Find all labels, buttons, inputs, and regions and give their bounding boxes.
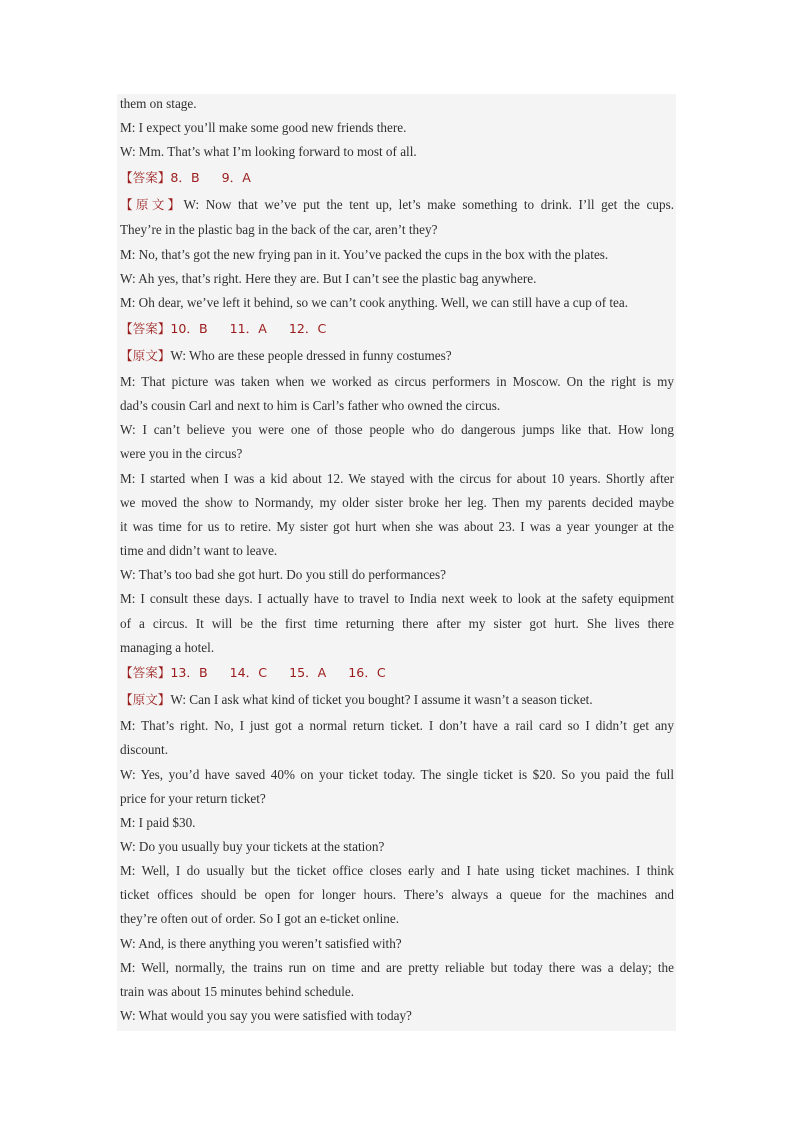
answer-line-2 (120, 317, 674, 341)
answer-item: 16．C (348, 665, 386, 680)
text-line: ticket offices should be open for longer hours. There’s always a queue for the machines and (120, 887, 674, 902)
text-line: price for your return ticket? (120, 791, 266, 806)
text-line: W: Ah yes, that’s right. Here they are. But I can’t see the plastic bag anywhere. (120, 271, 537, 286)
transcript-label: 【原文】 (120, 692, 171, 707)
answer-label: 【答案】 (120, 170, 171, 185)
text-line: W: Who are these people dressed in funny costumes? (170, 348, 452, 363)
answer-item: 12．C (288, 321, 327, 336)
answer-label: 【答案】 (120, 321, 171, 336)
text-line: time and didn’t want to leave. (120, 543, 278, 558)
transcript-label: 【原文】 (120, 348, 171, 363)
answer-item: 11．A (229, 321, 267, 336)
text-line: it was time for us to retire. My sister got hurt when she was about 23. I was a year younger at the (120, 519, 674, 534)
text-line: W: Mm. That’s what I’m looking forward to most of all. (120, 144, 417, 159)
text-line: W: Yes, you’d have saved 40% on your ticket today. The single ticket is $20. So you paid the full (120, 767, 674, 782)
text-line: M: I started when I was a kid about 12. We stayed with the circus for about 10 years. Shortly after (120, 471, 674, 486)
answer-item: 10．B (170, 321, 208, 336)
text-line: were you in the circus? (120, 446, 243, 461)
text-line: W: What would you say you were satisfied with today? (120, 1008, 412, 1023)
text-line: M: Well, I do usually but the ticket office closes early and I hate using ticket machines. I think (120, 863, 674, 878)
transcript-label: 【原文】 (120, 197, 184, 212)
text-line: M: That picture was taken when we worked as circus performers in Moscow. On the right is my (120, 374, 674, 389)
text-line: M: Oh dear, we’ve left it behind, so we can’t cook anything. Well, we can still have a cup of tea. (120, 295, 629, 310)
text-line: M: I expect you’ll make some good new friends there. (120, 120, 407, 135)
text-line: W: And, is there anything you weren’t satisfied with? (120, 936, 402, 951)
text-line: train was about 15 minutes behind schedule. (120, 984, 355, 999)
text-line: W: I can’t believe you were one of those people who do dangerous jumps like that. How long (120, 422, 674, 437)
text-line: They’re in the plastic bag in the back of the car, aren’t they? (120, 222, 438, 237)
answer-line-1 (120, 166, 674, 190)
text-line: they’re often out of order. So I got an e-ticket online. (120, 911, 400, 926)
text-line: M: No, that’s got the new frying pan in it. You’ve packed the cups in the box with the plates. (120, 247, 609, 262)
text-line: discount. (120, 742, 168, 757)
text-line: of a circus. It will be the first time returning there after my sister got hurt. She lives there (120, 616, 674, 631)
answer-line-3 (120, 661, 674, 685)
transcript-line (120, 688, 674, 712)
transcript-line (120, 344, 674, 368)
text-line: we moved the show to Normandy, my older sister broke her leg. Then my parents decided maybe (120, 495, 674, 510)
transcript-line (120, 193, 674, 217)
text-line: W: Do you usually buy your tickets at the station? (120, 839, 385, 854)
answer-item: 9．A (221, 170, 251, 185)
answer-item: 13．B (170, 665, 208, 680)
text-line: M: I paid $30. (120, 815, 196, 830)
answer-label: 【答案】 (120, 665, 171, 680)
text-line: dad’s cousin Carl and next to him is Carl’s father who owned the circus. (120, 398, 501, 413)
text-line: managing a hotel. (120, 640, 215, 655)
answer-item: 14．C (229, 665, 268, 680)
text-line: W: Now that we’ve put the tent up, let’s make something to drink. I’ll get the cups. (183, 197, 675, 212)
text-line: them on stage. (120, 96, 197, 111)
text-line: W: That’s too bad she got hurt. Do you still do performances? (120, 567, 446, 582)
text-line: M: I consult these days. I actually have to travel to India next week to look at the safety equipment (120, 591, 674, 606)
answer-item: 8．B (170, 170, 200, 185)
text-line: M: Well, normally, the trains run on time and are pretty reliable but today there was a delay; the (120, 960, 674, 975)
text-line: M: That’s right. No, I just got a normal return ticket. I don’t have a rail card so I didn’t get any (120, 718, 674, 733)
text-line: W: Can I ask what kind of ticket you bought? I assume it wasn’t a season ticket. (170, 692, 593, 707)
answer-item: 15．A (289, 665, 327, 680)
